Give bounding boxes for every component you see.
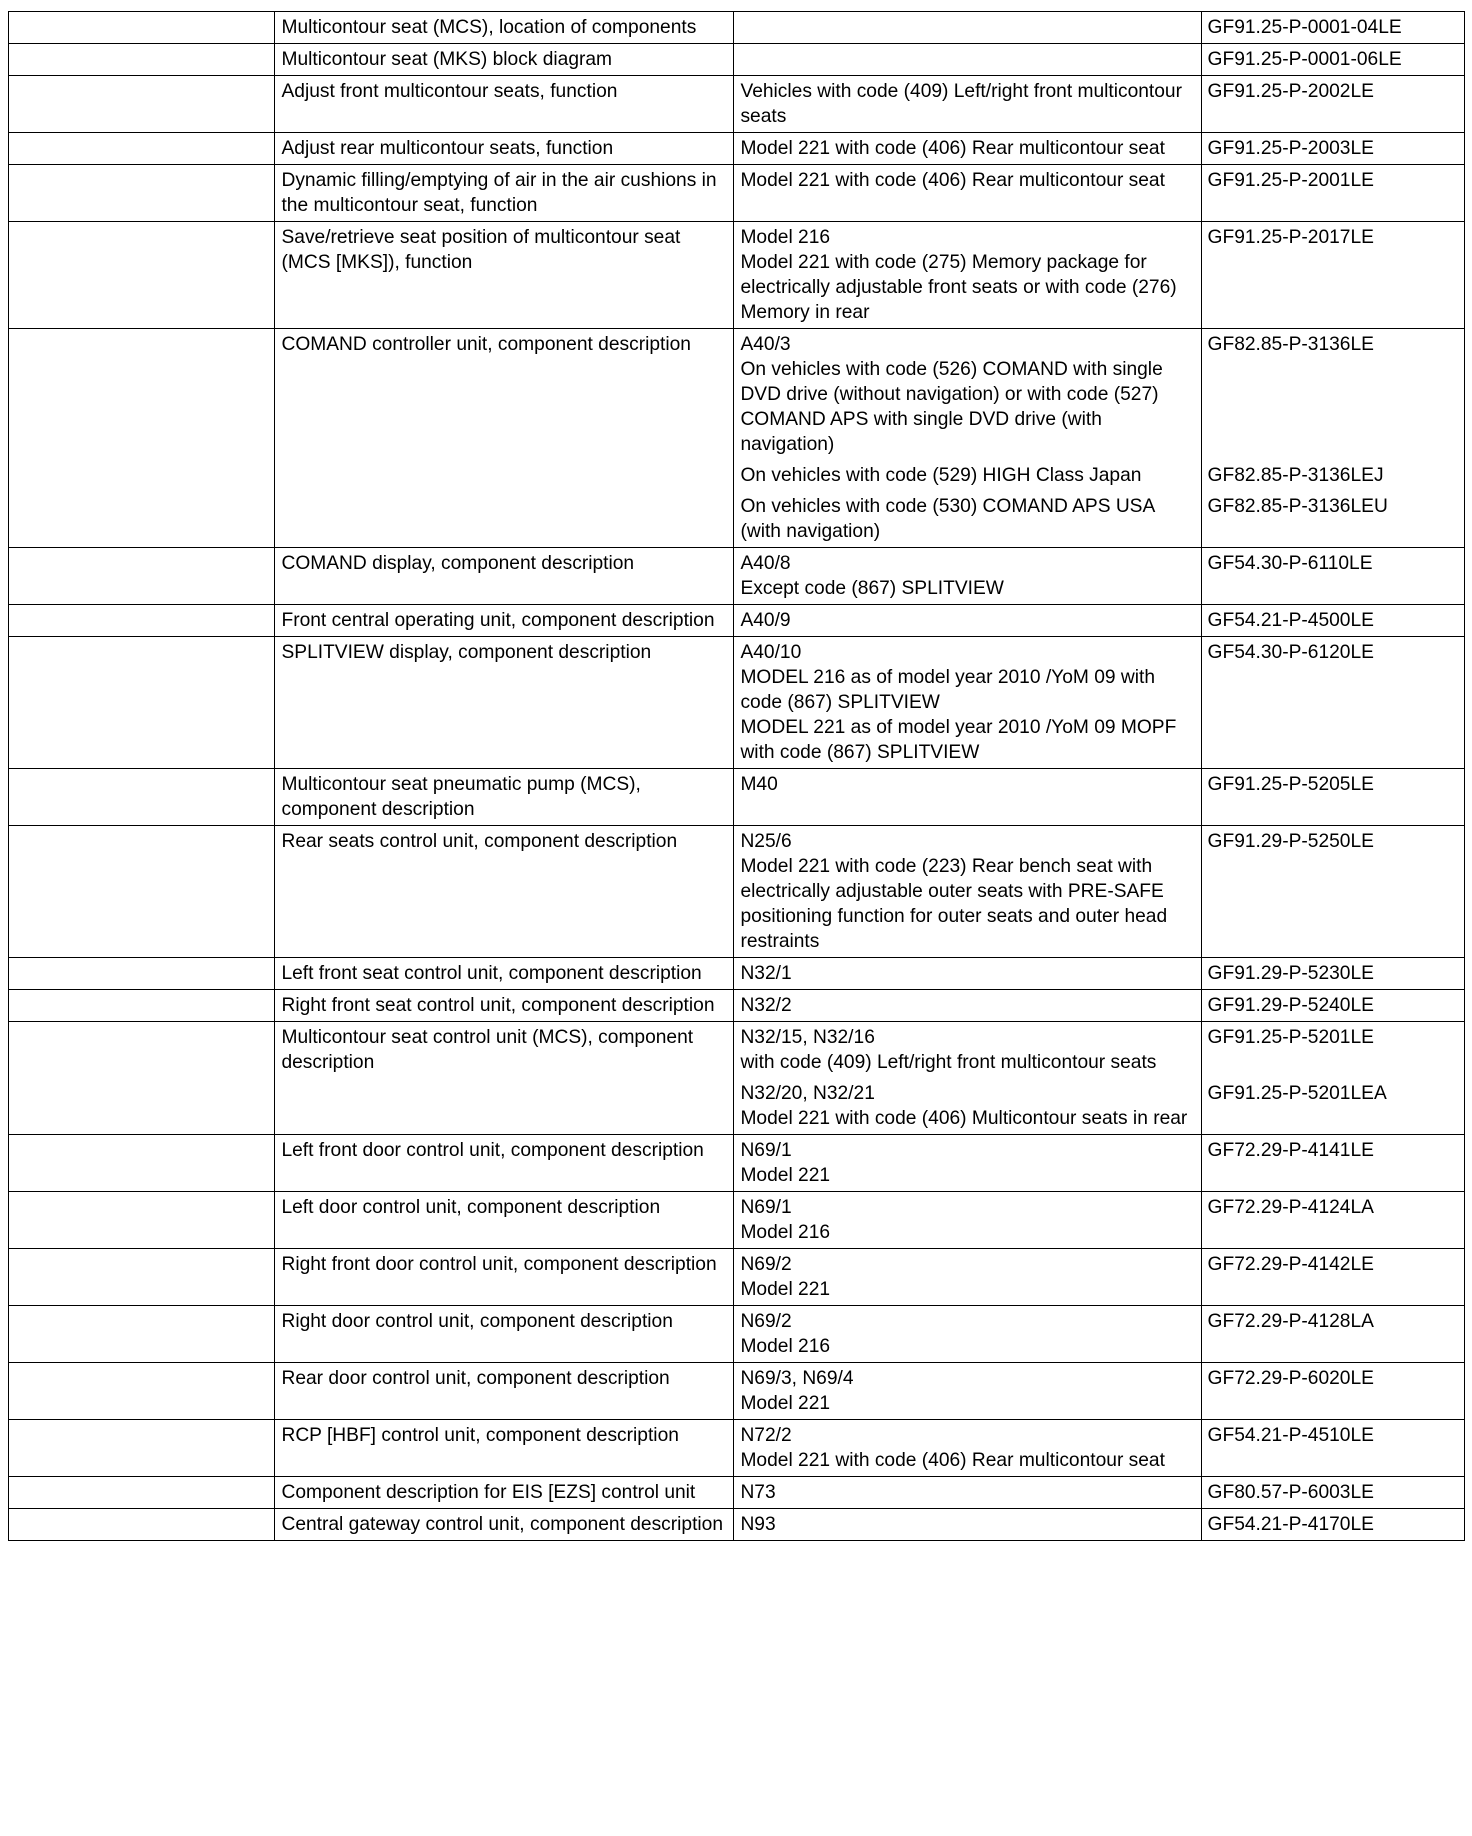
document-number: GF54.21-P-4170LE <box>1207 1514 1374 1535</box>
applicability-block <box>740 1195 1194 1245</box>
applicability-line: Model 221 <box>740 1165 831 1186</box>
blank-cell <box>9 329 275 548</box>
applicability-line: On vehicles with code (530) COMAND APS USA (with navigation) <box>740 496 1155 542</box>
blank-cell <box>9 548 275 605</box>
applicability-block <box>740 1512 1194 1537</box>
table-row <box>9 1135 1465 1192</box>
document-number: GF54.30-P-6120LE <box>1207 642 1374 663</box>
document-number: GF91.25-P-0001-04LE <box>1207 17 1402 38</box>
applicability-line: N72/2 <box>740 1425 792 1446</box>
applicability-line: N69/3, N69/4 <box>740 1368 854 1389</box>
applicability-block <box>740 1252 1194 1302</box>
applicability-line <box>740 47 1194 72</box>
applicability-line: Model 216 <box>740 1336 831 1357</box>
applicability-cell <box>734 222 1201 329</box>
title-cell: Multicontour seat pneumatic pump (MCS), component description <box>275 769 734 826</box>
document-number: GF72.29-P-4124LA <box>1207 1197 1374 1218</box>
document-number-cell <box>1201 637 1464 769</box>
document-number-cell <box>1201 1249 1464 1306</box>
document-number-cell <box>1201 1192 1464 1249</box>
applicability-line: Model 221 <box>740 1279 831 1300</box>
table-row <box>9 605 1465 637</box>
blank-cell <box>9 1022 275 1135</box>
blank-cell <box>9 44 275 76</box>
blank-cell <box>9 826 275 958</box>
document-number: GF82.85-P-3136LEU <box>1207 496 1388 517</box>
applicability-cell <box>734 958 1201 990</box>
table-row <box>9 165 1465 222</box>
applicability-cell <box>734 769 1201 826</box>
table-row <box>9 1477 1465 1509</box>
applicability-line: Model 216 <box>740 227 831 248</box>
applicability-cell <box>734 826 1201 958</box>
table-row <box>9 1022 1465 1135</box>
document-number-cell <box>1201 769 1464 826</box>
blank-cell <box>9 76 275 133</box>
applicability-cell <box>734 1306 1201 1363</box>
title-cell: Left front door control unit, component description <box>275 1135 734 1192</box>
applicability-block <box>740 332 1194 457</box>
applicability-line: N73 <box>740 1482 776 1503</box>
applicability-line: N32/20, N32/21 <box>740 1083 875 1104</box>
title-cell: COMAND controller unit, component description <box>275 329 734 548</box>
title-cell: Multicontour seat (MKS) block diagram <box>275 44 734 76</box>
applicability-line: with code (409) Left/right front multicontour seats <box>740 1052 1157 1073</box>
title-cell: Right front door control unit, component description <box>275 1249 734 1306</box>
applicability-cell <box>734 1363 1201 1420</box>
applicability-block <box>740 993 1194 1018</box>
applicability-cell <box>734 1192 1201 1249</box>
document-number: GF54.21-P-4500LE <box>1207 610 1374 631</box>
blank-cell <box>9 990 275 1022</box>
applicability-block <box>740 47 1194 72</box>
blank-cell <box>9 1192 275 1249</box>
applicability-cell <box>734 990 1201 1022</box>
blank-cell <box>9 165 275 222</box>
table-row <box>9 1192 1465 1249</box>
applicability-line: A40/8 <box>740 553 791 574</box>
applicability-block <box>740 1309 1194 1359</box>
applicability-line: N69/2 <box>740 1254 792 1275</box>
applicability-cell <box>734 1135 1201 1192</box>
applicability-line: N32/15, N32/16 <box>740 1027 875 1048</box>
table-row <box>9 1306 1465 1363</box>
document-number-cell <box>1201 165 1464 222</box>
applicability-line: N93 <box>740 1514 776 1535</box>
applicability-cell <box>734 12 1201 44</box>
applicability-line: N69/2 <box>740 1311 792 1332</box>
title-cell: Rear door control unit, component description <box>275 1363 734 1420</box>
applicability-cell <box>734 637 1201 769</box>
applicability-line: Model 221 with code (406) Rear multicontour seat <box>740 1450 1165 1471</box>
applicability-line: Model 221 with code (406) Rear multicontour seat <box>740 138 1165 159</box>
document-table <box>8 11 1465 1541</box>
applicability-block <box>740 640 1194 765</box>
blank-cell <box>9 133 275 165</box>
applicability-line: Model 221 <box>740 1393 831 1414</box>
title-cell: Central gateway control unit, component description <box>275 1509 734 1541</box>
document-number: GF72.29-P-4128LA <box>1207 1311 1374 1332</box>
applicability-line: Model 221 with code (406) Rear multicontour seat <box>740 170 1165 191</box>
title-cell: Component description for EIS [EZS] control unit <box>275 1477 734 1509</box>
applicability-cell <box>734 76 1201 133</box>
document-number: GF91.25-P-5201LEA <box>1207 1083 1387 1104</box>
title-cell: Front central operating unit, component description <box>275 605 734 637</box>
document-number-cell <box>1201 329 1464 548</box>
blank-cell <box>9 1363 275 1420</box>
applicability-block <box>740 1480 1194 1505</box>
applicability-cell <box>734 44 1201 76</box>
applicability-line: Model 221 with code (406) Multicontour seats in rear <box>740 1108 1188 1129</box>
document-number-cell <box>1201 1306 1464 1363</box>
document-number-cell <box>1201 1022 1464 1135</box>
table-row <box>9 958 1465 990</box>
document-number: GF91.25-P-5201LE <box>1207 1027 1374 1048</box>
applicability-line: Vehicles with code (409) Left/right front multicontour seats <box>740 81 1182 127</box>
blank-cell <box>9 1509 275 1541</box>
document-number: GF91.25-P-5205LE <box>1207 774 1374 795</box>
applicability-cell <box>734 548 1201 605</box>
applicability-cell <box>734 1420 1201 1477</box>
applicability-cell <box>734 133 1201 165</box>
table-row <box>9 12 1465 44</box>
document-number: GF72.29-P-6020LE <box>1207 1368 1374 1389</box>
applicability-line: Model 221 with code (275) Memory package for electrically adjustable front seats or with code (276) Memory in rear <box>740 252 1177 323</box>
applicability-cell <box>734 329 1201 548</box>
applicability-line: N69/1 <box>740 1140 792 1161</box>
applicability-block <box>740 1423 1194 1473</box>
applicability-block <box>740 225 1194 325</box>
document-number: GF72.29-P-4142LE <box>1207 1254 1374 1275</box>
document-number-cell <box>1201 990 1464 1022</box>
document-number: GF72.29-P-4141LE <box>1207 1140 1374 1161</box>
applicability-line: On vehicles with code (526) COMAND with single DVD drive (without navigation) or with code (527) COMAND APS with single DVD drive (with navigation) <box>740 359 1163 455</box>
applicability-line: Model 216 <box>740 1222 831 1243</box>
applicability-cell <box>734 1022 1201 1135</box>
document-number: GF91.25-P-0001-06LE <box>1207 49 1402 70</box>
document-number: GF54.30-P-6110LE <box>1207 553 1373 574</box>
document-number: GF91.25-P-2003LE <box>1207 138 1374 159</box>
blank-cell <box>9 1477 275 1509</box>
document-number-cell <box>1201 44 1464 76</box>
document-number-cell <box>1201 1135 1464 1192</box>
table-row <box>9 1509 1465 1541</box>
title-cell: Rear seats control unit, component description <box>275 826 734 958</box>
table-row <box>9 1420 1465 1477</box>
document-number: GF91.29-P-5250LE <box>1207 831 1374 852</box>
applicability-cell <box>734 1249 1201 1306</box>
applicability-line: A40/3 <box>740 334 791 355</box>
document-number-cell <box>1201 826 1464 958</box>
document-number: GF91.25-P-2017LE <box>1207 227 1374 248</box>
applicability-block <box>740 829 1194 954</box>
document-number: GF91.29-P-5240LE <box>1207 995 1374 1016</box>
applicability-line: N25/6 <box>740 831 792 852</box>
document-number-cell <box>1201 548 1464 605</box>
document-number-cell <box>1201 1363 1464 1420</box>
table-row <box>9 769 1465 826</box>
document-number: GF91.25-P-2002LE <box>1207 81 1374 102</box>
table-row <box>9 637 1465 769</box>
blank-cell <box>9 222 275 329</box>
applicability-block <box>740 168 1194 193</box>
applicability-line: MODEL 216 as of model year 2010 /YoM 09 with code (867) SPLITVIEW <box>740 667 1155 713</box>
applicability-line: On vehicles with code (529) HIGH Class Japan <box>740 465 1142 486</box>
title-cell: COMAND display, component description <box>275 548 734 605</box>
blank-cell <box>9 637 275 769</box>
applicability-block <box>740 961 1194 986</box>
document-number-cell <box>1201 133 1464 165</box>
document-table-body <box>9 12 1465 1541</box>
document-number-cell <box>1201 12 1464 44</box>
applicability-line: N69/1 <box>740 1197 792 1218</box>
applicability-block <box>740 551 1194 601</box>
document-number: GF82.85-P-3136LE <box>1207 334 1374 355</box>
applicability-line: MODEL 221 as of model year 2010 /YoM 09 MOPF with code (867) SPLITVIEW <box>740 717 1177 763</box>
blank-cell <box>9 12 275 44</box>
table-row <box>9 133 1465 165</box>
applicability-cell <box>734 605 1201 637</box>
title-cell: Left door control unit, component description <box>275 1192 734 1249</box>
document-number-cell <box>1201 1420 1464 1477</box>
document-number-cell <box>1201 958 1464 990</box>
title-cell: Adjust rear multicontour seats, function <box>275 133 734 165</box>
title-cell: Left front seat control unit, component description <box>275 958 734 990</box>
applicability-block <box>740 1138 1194 1188</box>
applicability-block <box>740 772 1194 797</box>
applicability-block <box>740 608 1194 633</box>
blank-cell <box>9 769 275 826</box>
title-cell: RCP [HBF] control unit, component description <box>275 1420 734 1477</box>
applicability-line: N32/1 <box>740 963 792 984</box>
blank-cell <box>9 1306 275 1363</box>
title-cell: SPLITVIEW display, component description <box>275 637 734 769</box>
blank-cell <box>9 1249 275 1306</box>
table-row <box>9 222 1465 329</box>
applicability-line <box>740 15 1194 40</box>
document-number-cell <box>1201 1477 1464 1509</box>
document-number: GF54.21-P-4510LE <box>1207 1425 1374 1446</box>
document-number-cell <box>1201 1509 1464 1541</box>
table-row <box>9 548 1465 605</box>
blank-cell <box>9 605 275 637</box>
table-row <box>9 990 1465 1022</box>
table-row <box>9 826 1465 958</box>
applicability-line: Model 221 with code (223) Rear bench seat with electrically adjustable outer seats with PRE-SAFE positioning function for outer seats and outer head restraints <box>740 856 1168 952</box>
table-row <box>9 76 1465 133</box>
title-cell: Right front seat control unit, component description <box>275 990 734 1022</box>
blank-cell <box>9 1420 275 1477</box>
title-cell: Adjust front multicontour seats, function <box>275 76 734 133</box>
document-number-cell <box>1201 222 1464 329</box>
applicability-block <box>740 79 1194 129</box>
title-cell: Right door control unit, component description <box>275 1306 734 1363</box>
applicability-line: N32/2 <box>740 995 792 1016</box>
applicability-block <box>740 494 1194 544</box>
document-number: GF82.85-P-3136LEJ <box>1207 465 1384 486</box>
applicability-block <box>740 463 1194 488</box>
applicability-line: Except code (867) SPLITVIEW <box>740 578 1004 599</box>
applicability-cell <box>734 1477 1201 1509</box>
applicability-block <box>740 136 1194 161</box>
title-cell: Dynamic filling/emptying of air in the air cushions in the multicontour seat, function <box>275 165 734 222</box>
blank-cell <box>9 1135 275 1192</box>
blank-cell <box>9 958 275 990</box>
applicability-line: A40/9 <box>740 610 791 631</box>
title-cell: Multicontour seat control unit (MCS), component description <box>275 1022 734 1135</box>
document-number: GF91.25-P-2001LE <box>1207 170 1374 191</box>
applicability-cell <box>734 165 1201 222</box>
applicability-block <box>740 1025 1194 1075</box>
document-number-cell <box>1201 76 1464 133</box>
applicability-cell <box>734 1509 1201 1541</box>
applicability-line: M40 <box>740 774 778 795</box>
applicability-block <box>740 15 1194 40</box>
table-row <box>9 44 1465 76</box>
document-number: GF80.57-P-6003LE <box>1207 1482 1374 1503</box>
document-number: GF91.29-P-5230LE <box>1207 963 1374 984</box>
table-row <box>9 1363 1465 1420</box>
applicability-block <box>740 1366 1194 1416</box>
applicability-line: A40/10 <box>740 642 802 663</box>
document-number-cell <box>1201 605 1464 637</box>
title-cell: Multicontour seat (MCS), location of components <box>275 12 734 44</box>
table-row <box>9 1249 1465 1306</box>
table-row <box>9 329 1465 548</box>
title-cell: Save/retrieve seat position of multicontour seat (MCS [MKS]), function <box>275 222 734 329</box>
applicability-block <box>740 1081 1194 1131</box>
